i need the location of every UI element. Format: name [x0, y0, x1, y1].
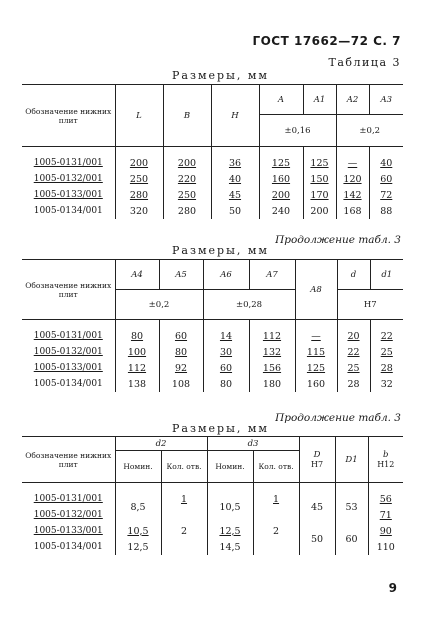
- col-A7: A7: [249, 260, 295, 290]
- col-A8: A8: [295, 260, 337, 320]
- col-D1: D1: [335, 437, 368, 483]
- table-number: Таблица 3: [328, 56, 401, 69]
- col-A1: A1: [303, 85, 336, 115]
- col-D: D H7: [299, 437, 335, 483]
- fit-h7: H7: [337, 290, 403, 320]
- table-row: 1005-0134/001 12,5 14,5 110: [22, 539, 403, 555]
- col-d2: d2: [115, 437, 207, 451]
- continuation-note: Продолжение табл. 3: [275, 412, 401, 424]
- continuation-note: Продолжение табл. 3: [275, 234, 401, 246]
- col-B: B: [163, 85, 211, 147]
- col-A4: A4: [115, 260, 159, 290]
- col-A: A: [259, 85, 303, 115]
- col-b: b H12: [368, 437, 403, 483]
- d2-count-header: Кол. отв.: [161, 451, 207, 483]
- table-row: 1005-0131/001 200 200 36 125 125 — 40: [22, 155, 403, 171]
- col-H: H: [211, 85, 259, 147]
- d3-nomin-header: Номин.: [207, 451, 253, 483]
- col-L: L: [115, 85, 163, 147]
- d2-nomin-header: Номин.: [115, 451, 161, 483]
- page-number: 9: [388, 581, 397, 595]
- table-row: 1005-0131/001 80 60 14 112 — 20 22: [22, 328, 403, 344]
- d3-count-header: Кол. отв.: [253, 451, 299, 483]
- table-row: 1005-0133/001 112 92 60 156 125 25 28: [22, 360, 403, 376]
- table-row: 1005-0132/001 250 220 40 160 150 120 60: [22, 171, 403, 187]
- tolerance-a2: ±0,2: [336, 115, 403, 147]
- table2-caption: Размеры, мм: [172, 244, 269, 257]
- table-row: 1005-0132/001 2 2 71: [22, 507, 403, 523]
- col-d1: d1: [370, 260, 403, 290]
- col-A6: A6: [203, 260, 249, 290]
- table-row: 1005-0133/001 280 250 45 200 170 142 72: [22, 187, 403, 203]
- table-row: 1005-0132/001 100 80 30 132 115 22 25: [22, 344, 403, 360]
- gost-header: ГОСТ 17662—72 С. 7: [252, 34, 401, 48]
- col-d: d: [337, 260, 370, 290]
- table-row: 1005-0134/001 138 108 80 180 160 28 32: [22, 376, 403, 392]
- table-row: 1005-0131/001 8,5 1 10,5 1 45 53 56: [22, 491, 403, 507]
- col-d3: d3: [207, 437, 299, 451]
- table-row: 1005-0133/001 10,5 12,5 50 60 90: [22, 523, 403, 539]
- tolerance-a4: ±0,2: [115, 290, 203, 320]
- designation-header: Обозначение нижних плит: [25, 106, 112, 125]
- tolerance-a: ±0,16: [259, 115, 336, 147]
- table3: [22, 436, 403, 555]
- tolerance-a6: ±0,28: [203, 290, 295, 320]
- table1: [22, 84, 403, 219]
- designation-header: Обозначение нижних плит: [25, 280, 112, 299]
- col-A2: A2: [336, 85, 369, 115]
- col-A3: A3: [369, 85, 403, 115]
- table1-caption: Размеры, мм: [172, 69, 269, 82]
- table2: [22, 259, 403, 392]
- table3-caption: Размеры, мм: [172, 422, 269, 435]
- col-A5: A5: [159, 260, 203, 290]
- designation-header: Обозначение нижних плит: [25, 450, 112, 469]
- table-row: 1005-0134/001 320 280 50 240 200 168 88: [22, 203, 403, 219]
